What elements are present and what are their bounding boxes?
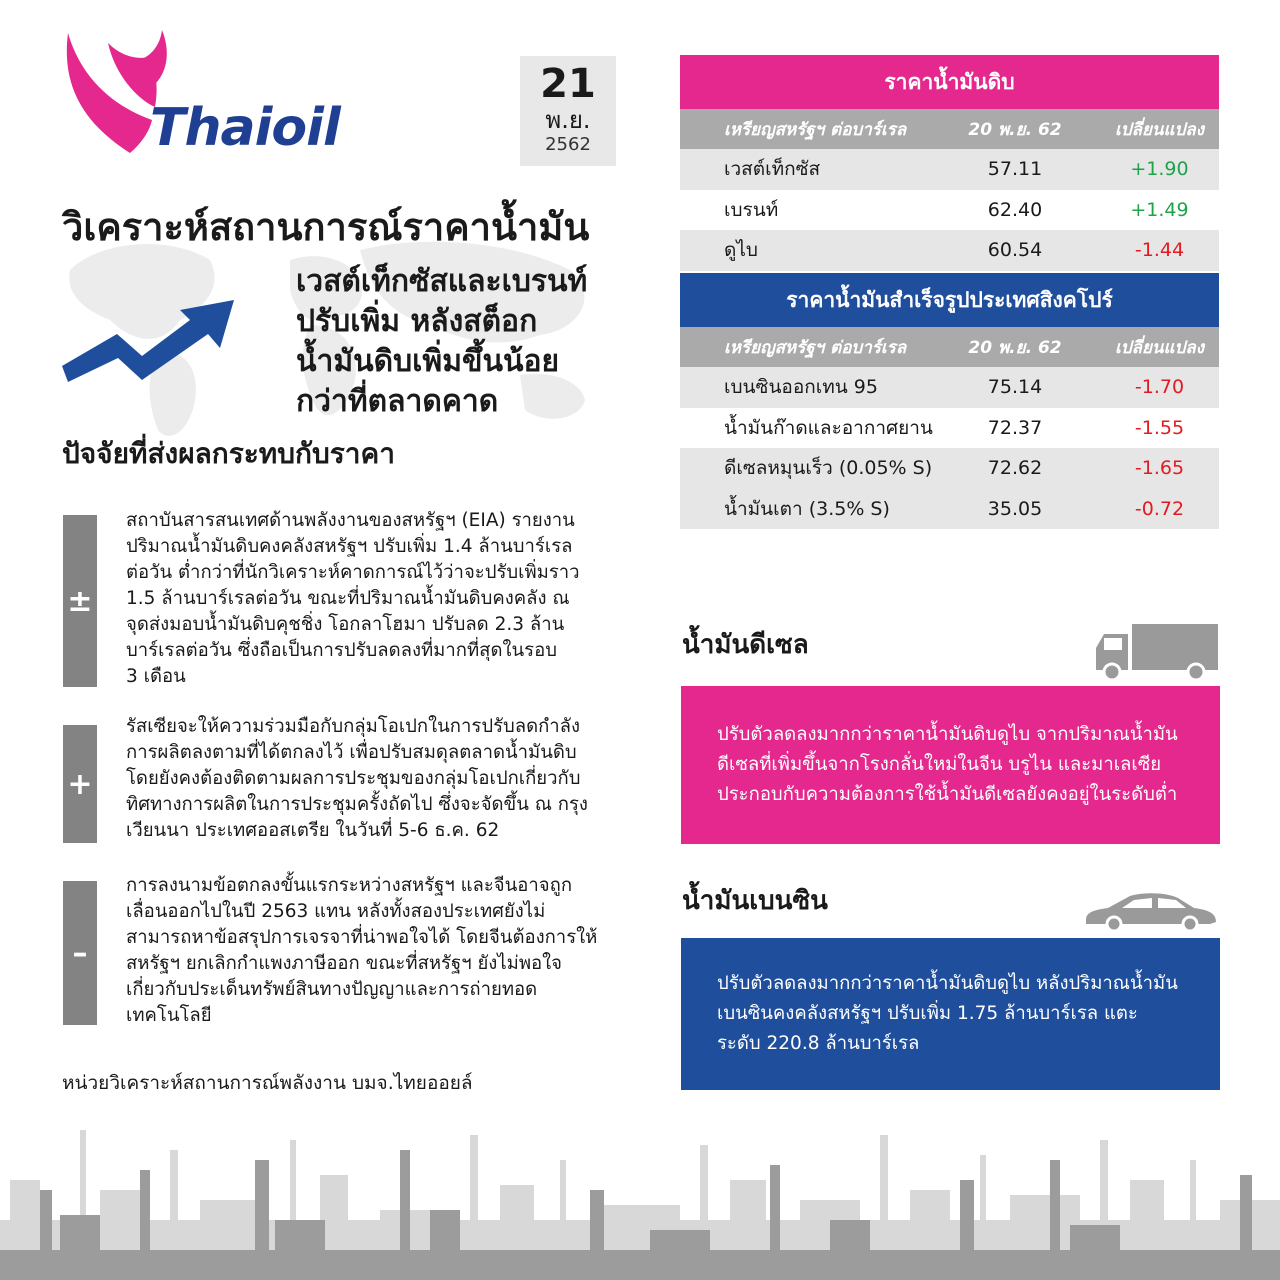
footer-unit: หน่วยวิเคราะห์สถานการณ์พลังงาน บมจ.ไทยออยล์: [62, 1072, 473, 1094]
factor-text: [126, 714, 616, 844]
row-change: -1.70: [1134, 376, 1185, 399]
factor-line: ต่อวัน ต่ำกว่าที่นักวิเคราะห์คาดการณ์ไว้ว่าจะปรับเพิ่มราว: [126, 562, 580, 583]
row-change: -1.44: [1134, 239, 1185, 262]
row-price: 62.40: [987, 198, 1043, 221]
column-header: เปลี่ยนแปลง: [1114, 119, 1205, 140]
factor-line: บาร์เรลต่อวัน ซึ่งถือเป็นการปรับลดลงที่มากที่สุดในรอบ: [126, 640, 557, 661]
gasoline-line: ปรับตัวลดลงมากกว่าราคาน้ำมันดิบดูไบ หลังปริมาณน้ำมัน: [717, 973, 1178, 994]
headline-line: ปรับเพิ่ม หลังสต็อก: [296, 304, 538, 339]
row-price: 60.54: [987, 239, 1043, 262]
factor-line: เทคโนโลยี: [126, 1005, 212, 1026]
row-name: เบนซินออกเทน 95: [724, 376, 878, 399]
crude-price-table: [680, 55, 1219, 271]
factor-line: จุดส่งมอบน้ำมันดิบคุชชิ่ง โอกลาโฮมา ปรับลด 2.3 ล้าน: [126, 614, 565, 635]
row-name: เวสต์เท็กซัส: [724, 158, 821, 181]
row-price: 72.37: [987, 416, 1043, 439]
product-table-header: [680, 327, 1219, 367]
crude-table-header: [680, 109, 1219, 149]
factor-line: การลงนามข้อตกลงขั้นแรกระหว่างสหรัฐฯ และจีนอาจถูก: [126, 875, 573, 896]
row-name: ดูไบ: [724, 239, 758, 262]
table-row: [680, 448, 1219, 489]
factor-sign-positive: +: [63, 725, 97, 843]
table-row: [680, 190, 1219, 231]
trend-up-arrow-icon: [62, 296, 242, 386]
column-header: เปลี่ยนแปลง: [1114, 337, 1205, 358]
row-price: 57.11: [987, 158, 1043, 181]
refinery-skyline-icon: [0, 1120, 1280, 1280]
factor-line: โดยยังคงต้องติดตามผลการประชุมของกลุ่มโอเปกเกี่ยวกับ: [126, 768, 581, 789]
factor-line: 3 เดือน: [126, 666, 186, 687]
row-change: -1.55: [1134, 416, 1185, 439]
table-row: [680, 489, 1219, 530]
date-month: พ.ย.: [545, 106, 591, 134]
brand-name: Thaioil: [150, 98, 340, 158]
headline-line: กว่าที่ตลาดคาด: [296, 384, 499, 419]
car-icon: [1082, 890, 1220, 932]
column-header: เหรียญสหรัฐฯ ต่อบาร์เรล: [724, 119, 907, 140]
column-header: 20 พ.ย. 62: [968, 119, 1062, 140]
factor-sign-mixed: ±: [63, 515, 97, 687]
factor-line: ทิศทางการผลิตในการประชุมครั้งถัดไป ซึ่งจะจัดขึ้น ณ กรุง: [126, 794, 588, 815]
date-year: 2562: [545, 134, 591, 155]
table-row: [680, 149, 1219, 190]
row-change: -1.65: [1134, 457, 1185, 480]
truck-icon: [1092, 622, 1220, 682]
date-box: [520, 56, 616, 166]
factor-text: [126, 508, 616, 690]
gasoline-title: น้ำมันเบนซิน: [682, 886, 828, 916]
gasoline-line: เบนซินคงคลังสหรัฐฯ ปรับเพิ่ม 1.75 ล้านบาร์เรล แตะ: [717, 1003, 1138, 1024]
row-price: 72.62: [987, 457, 1043, 480]
factor-line: การผลิตลงตามที่ได้ตกลงไว้ เพื่อปรับสมดุลตลาดน้ำมันดิบ: [126, 742, 577, 763]
diesel-info-box: [681, 686, 1220, 844]
headline-line: เวสต์เท็กซัสและเบรนท์: [296, 264, 588, 299]
row-name: เบรนท์: [724, 198, 779, 221]
row-price: 75.14: [987, 376, 1043, 399]
column-header: เหรียญสหรัฐฯ ต่อบาร์เรล: [724, 337, 907, 358]
row-change: -0.72: [1134, 497, 1185, 520]
factor-line: สถาบันสารสนเทศด้านพลังงานของสหรัฐฯ (EIA) รายงาน: [126, 510, 575, 531]
factor-line: ปริมาณน้ำมันดิบคงคลังสหรัฐฯ ปรับเพิ่ม 1.4 ล้านบาร์เรล: [126, 536, 573, 557]
factor-line: สหรัฐฯ ยกเลิกกำแพงภาษีออก ขณะที่สหรัฐฯ ยังไม่พอใจ: [126, 953, 563, 974]
factor-line: สามารถหาข้อสรุปการเจรจาที่น่าพอใจได้ โดยจีนต้องการให้: [126, 927, 598, 948]
page-title: วิเคราะห์สถานการณ์ราคาน้ำมัน: [62, 205, 590, 249]
row-name: ดีเซลหมุนเร็ว (0.05% S): [724, 457, 933, 480]
diesel-line: ดีเซลที่เพิ่มขึ้นจากโรงกลั่นใหม่ในจีน บรูไน และมาเลเซีย: [717, 754, 1162, 775]
headline-line: น้ำมันดิบเพิ่มขึ้นน้อย: [296, 344, 560, 379]
row-change: +1.49: [1130, 198, 1189, 221]
factor-line: เกี่ยวกับประเด็นทรัพย์สินทางปัญญาและการถ่ายทอด: [126, 979, 538, 1000]
row-price: 35.05: [987, 497, 1043, 520]
column-header: 20 พ.ย. 62: [968, 337, 1062, 358]
headline: [296, 262, 626, 422]
factor-line: เวียนนา ประเทศออสเตรีย ในวันที่ 5-6 ธ.ค. 62: [126, 820, 500, 841]
diesel-line: ประกอบกับความต้องการใช้น้ำมันดีเซลยังคงอยู่ในระดับต่ำ: [717, 784, 1178, 805]
crude-table-title: ราคาน้ำมันดิบ: [680, 55, 1219, 109]
factors-title: ปัจจัยที่ส่งผลกระทบกับราคา: [62, 437, 395, 470]
row-name: น้ำมันก๊าดและอากาศยาน: [724, 416, 933, 439]
date-day: 21: [540, 61, 596, 107]
factor-line: 1.5 ล้านบาร์เรลต่อวัน ขณะที่ปริมาณน้ำมันดิบคงคลัง ณ: [126, 588, 570, 609]
row-name: น้ำมันเตา (3.5% S): [724, 497, 890, 520]
product-table-title: ราคาน้ำมันสำเร็จรูปประเทศสิงคโปร์: [680, 273, 1219, 327]
factor-line: เลื่อนออกไปในปี 2563 แทน หลังทั้งสองประเทศยังไม่: [126, 901, 546, 922]
factor-text: [126, 873, 616, 1029]
diesel-title: น้ำมันดีเซล: [682, 630, 809, 660]
factor-sign-negative: –: [63, 881, 97, 1025]
diesel-line: ปรับตัวลดลงมากกว่าราคาน้ำมันดิบดูไบ จากปริมาณน้ำมัน: [717, 724, 1178, 745]
gasoline-info-box: [681, 938, 1220, 1090]
gasoline-line: ระดับ 220.8 ล้านบาร์เรล: [717, 1033, 920, 1054]
factor-line: รัสเซียจะให้ความร่วมมือกับกลุ่มโอเปกในการปรับลดกำลัง: [126, 716, 581, 737]
table-row: [680, 230, 1219, 271]
product-price-table: [680, 273, 1219, 529]
table-row: [680, 367, 1219, 408]
table-row: [680, 408, 1219, 449]
row-change: +1.90: [1130, 158, 1189, 181]
